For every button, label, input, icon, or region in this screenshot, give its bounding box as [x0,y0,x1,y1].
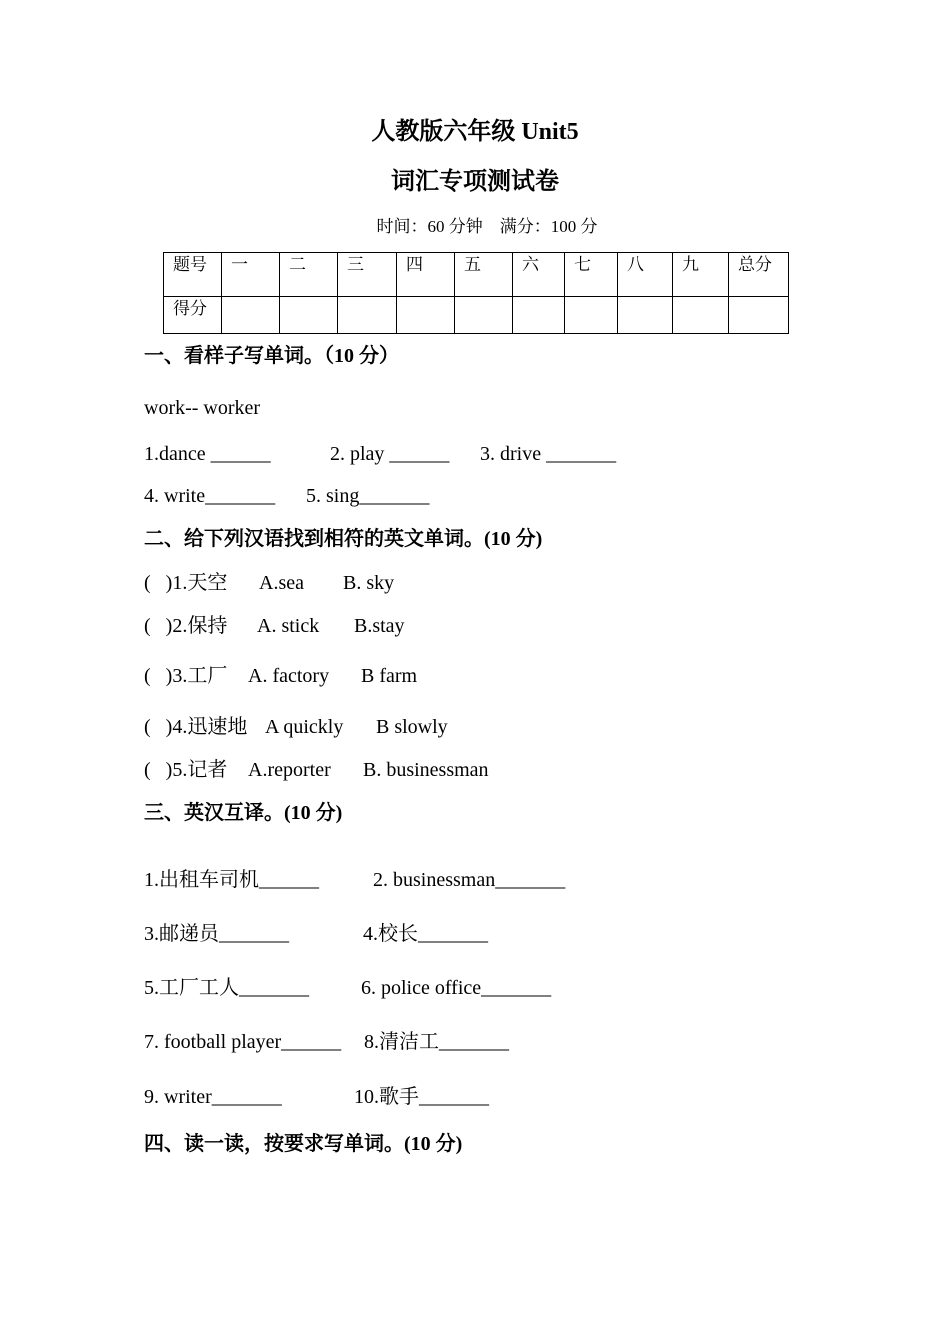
choice-question [0,715,950,739]
question-prompt: ( )2.保持 [144,615,228,637]
score-row-label: 得分 [164,297,222,334]
document-subtitle: 词汇专项测试卷 [391,169,559,195]
exercise-item: 2. play ______ [330,443,450,465]
score-table-header-cell: 三 [338,253,397,297]
score-table-header-cell: 总分 [729,253,789,297]
translation-item: 1.出租车司机______ [144,869,319,891]
translation-row [0,976,950,1000]
score-cell [618,297,673,334]
score-table-score-row [164,297,789,334]
score-table-header-cell: 六 [513,253,565,297]
translation-row [0,922,950,946]
translation-item: 9. writer_______ [144,1086,282,1108]
option-a: A.reporter [248,759,331,781]
exam-time-and-score: 时间：60 分钟 满分：100 分 [376,217,598,236]
translation-item: 10.歌手_______ [354,1086,489,1108]
question-prompt: ( )4.迅速地 [144,716,248,738]
choice-question [0,758,950,782]
option-b: B.stay [354,615,405,637]
score-cell [280,297,338,334]
exercise-item: 4. write_______ [144,485,276,507]
section1-row-1 [0,442,950,466]
score-table-header-cell: 五 [455,253,513,297]
translation-row [0,1030,950,1054]
option-a: A.sea [259,572,304,594]
score-table-header-cell: 九 [673,253,729,297]
section1-heading: 一、看样子写单词。（10 分） [144,345,399,367]
score-table-header-cell: 二 [280,253,338,297]
score-table-header-cell: 八 [618,253,673,297]
section2-heading: 二、给下列汉语找到相符的英文单词。(10 分) [144,528,543,550]
score-cell [222,297,280,334]
score-table-header-cell: 一 [222,253,280,297]
choice-question [0,614,950,638]
exercise-item: 1.dance ______ [144,443,271,465]
question-prompt: ( )3.工厂 [144,665,228,687]
translation-item: 4.校长_______ [363,923,488,945]
score-table-header-cell: 七 [565,253,618,297]
score-cell [397,297,455,334]
document-title: 人教版六年级 Unit5 [371,119,579,145]
score-table-header-row [164,253,789,297]
score-cell [455,297,513,334]
option-a: A quickly [265,716,344,738]
option-a: A. stick [257,615,320,637]
exercise-item: 3. drive _______ [480,443,617,465]
question-prompt: ( )5.记者 [144,759,228,781]
section1-example: work-- worker [144,397,261,419]
score-cell [338,297,397,334]
score-cell [673,297,729,334]
score-cell [565,297,618,334]
option-b: B slowly [376,716,448,738]
option-a: A. factory [248,665,330,687]
score-cell [729,297,789,334]
section1-row-2 [0,484,950,508]
question-prompt: ( )1.天空 [144,572,228,594]
translation-item: 7. football player______ [144,1031,342,1053]
option-b: B. businessman [363,759,489,781]
option-b: B farm [361,665,418,687]
score-table-header-cell: 四 [397,253,455,297]
option-b: B. sky [343,572,395,594]
score-table-header-cell: 题号 [164,253,222,297]
translation-item: 3.邮递员_______ [144,923,289,945]
score-cell [513,297,565,334]
translation-item: 6. police office_______ [361,977,552,999]
section4-heading: 四、读一读，按要求写单词。(10 分) [144,1133,463,1155]
section3-heading: 三、英汉互译。(10 分) [144,802,343,824]
score-table [163,252,789,334]
choice-question [0,571,950,595]
translation-item: 2. businessman_______ [373,869,566,891]
translation-item: 5.工厂工人_______ [144,977,309,999]
choice-question [0,664,950,688]
translation-row [0,868,950,892]
exercise-item: 5. sing_______ [306,485,430,507]
translation-item: 8.清洁工_______ [364,1031,509,1053]
translation-row [0,1085,950,1109]
